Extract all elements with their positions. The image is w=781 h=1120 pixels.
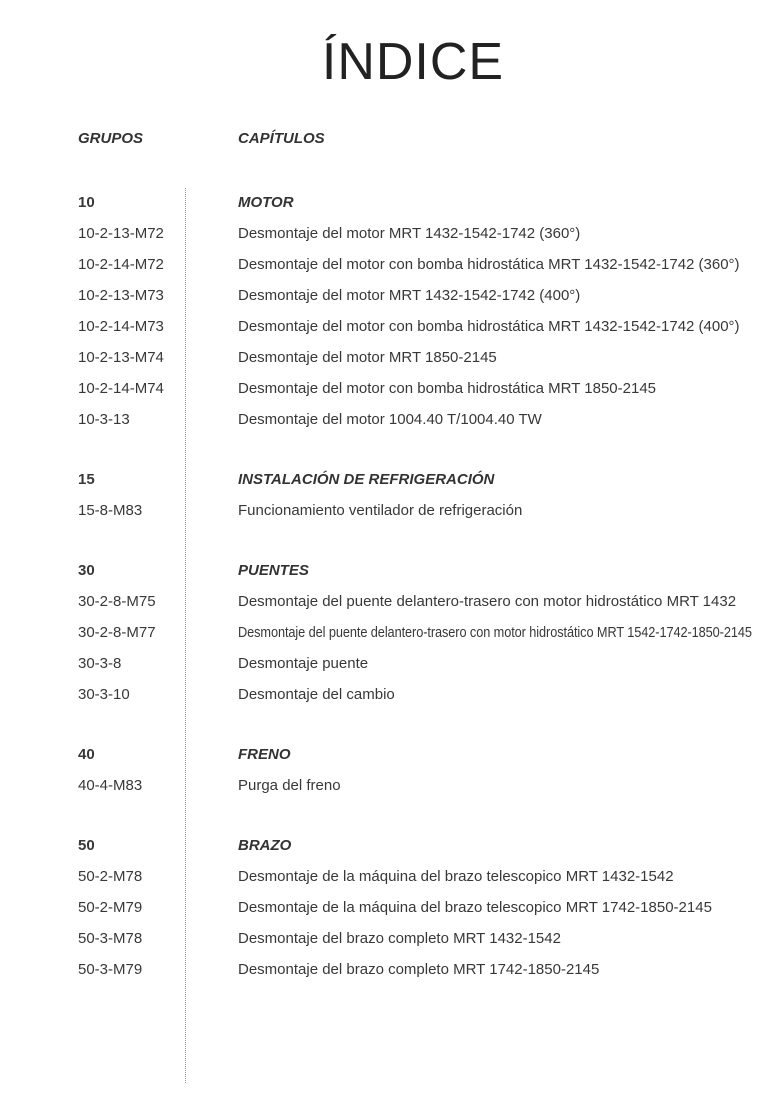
chapter-title: Desmontaje del brazo completo MRT 1432-1542 [238, 930, 561, 947]
chapter-code: 40-4-M83 [78, 777, 143, 794]
index-row [0, 960, 781, 991]
index-section-brazo [0, 836, 781, 991]
section-title: PUENTES [238, 562, 309, 579]
chapter-code: 30-3-10 [78, 686, 130, 703]
chapter-title: Desmontaje de la máquina del brazo telescopico MRT 1432-1542 [238, 868, 674, 885]
chapter-title: Desmontaje del motor MRT 1432-1542-1742 (360°) [238, 225, 581, 242]
group-number: 15 [78, 471, 95, 488]
chapter-title: Funcionamiento ventilador de refrigeración [238, 502, 523, 519]
section-header-row [0, 193, 781, 224]
index-row [0, 685, 781, 716]
section-header-row [0, 745, 781, 776]
page-title: ÍNDICE [321, 33, 505, 91]
chapter-code: 50-3-M79 [78, 961, 143, 978]
section-title: FRENO [238, 746, 291, 763]
index-section-puentes [0, 561, 781, 716]
index-section-freno [0, 745, 781, 807]
chapter-title: Desmontaje del brazo completo MRT 1742-1850-2145 [238, 961, 600, 978]
chapter-title: Desmontaje del cambio [238, 686, 395, 703]
index-row [0, 379, 781, 410]
chapter-code: 10-2-13-M74 [78, 349, 164, 366]
index-section-motor [0, 193, 781, 441]
index-row [0, 255, 781, 286]
index-row [0, 867, 781, 898]
chapter-code: 30-3-8 [78, 655, 122, 672]
chapter-code: 10-2-14-M72 [78, 256, 164, 273]
chapter-code: 10-2-14-M73 [78, 318, 164, 335]
chapter-title: Desmontaje del motor con bomba hidrostática MRT 1850-2145 [238, 380, 657, 397]
chapter-code: 50-3-M78 [78, 930, 143, 947]
column-header-groups: GRUPOS [78, 130, 144, 147]
index-row [0, 898, 781, 929]
section-header-row [0, 470, 781, 501]
index-row [0, 654, 781, 685]
chapter-title: Desmontaje del motor MRT 1850-2145 [238, 349, 497, 366]
index-row [0, 286, 781, 317]
chapter-title: Desmontaje puente [238, 655, 369, 672]
chapter-code: 10-2-13-M73 [78, 287, 164, 304]
index-row [0, 224, 781, 255]
index-row [0, 776, 781, 807]
chapter-title: Desmontaje del puente delantero-trasero con motor hidrostático MRT 1542-1742-1850-2145 [238, 624, 752, 641]
chapter-code: 30-2-8-M75 [78, 593, 156, 610]
table-of-contents [0, 193, 781, 1020]
section-title: INSTALACIÓN DE REFRIGERACIÓN [238, 471, 495, 488]
chapter-title: Desmontaje del puente delantero-trasero con motor hidrostático MRT 1432 [238, 593, 737, 610]
index-row [0, 410, 781, 441]
index-row [0, 501, 781, 532]
chapter-code: 50-2-M78 [78, 868, 143, 885]
index-row [0, 348, 781, 379]
index-row [0, 623, 781, 654]
index-row [0, 592, 781, 623]
chapter-code: 50-2-M79 [78, 899, 143, 916]
column-headers [0, 130, 781, 147]
section-title: BRAZO [238, 837, 292, 854]
chapter-title: Desmontaje del motor 1004.40 T/1004.40 TW [238, 411, 542, 428]
group-number: 10 [78, 194, 95, 211]
column-header-chapters: CAPÍTULOS [238, 130, 325, 147]
index-section-refrigeracion [0, 470, 781, 532]
chapter-code: 30-2-8-M77 [78, 624, 156, 641]
chapter-title: Purga del freno [238, 777, 341, 794]
chapter-code: 10-3-13 [78, 411, 130, 428]
chapter-code: 15-8-M83 [78, 502, 143, 519]
chapter-title: Desmontaje de la máquina del brazo telescopico MRT 1742-1850-2145 [238, 899, 712, 916]
section-title: MOTOR [238, 194, 294, 211]
chapter-title: Desmontaje del motor con bomba hidrostática MRT 1432-1542-1742 (360°) [238, 256, 740, 273]
chapter-code: 10-2-14-M74 [78, 380, 164, 397]
chapter-title: Desmontaje del motor MRT 1432-1542-1742 (400°) [238, 287, 581, 304]
chapter-title: Desmontaje del motor con bomba hidrostática MRT 1432-1542-1742 (400°) [238, 318, 740, 335]
chapter-code: 10-2-13-M72 [78, 225, 164, 242]
index-row [0, 929, 781, 960]
index-row [0, 317, 781, 348]
group-number: 40 [78, 746, 95, 763]
section-header-row [0, 836, 781, 867]
group-number: 30 [78, 562, 95, 579]
section-header-row [0, 561, 781, 592]
group-number: 50 [78, 837, 95, 854]
